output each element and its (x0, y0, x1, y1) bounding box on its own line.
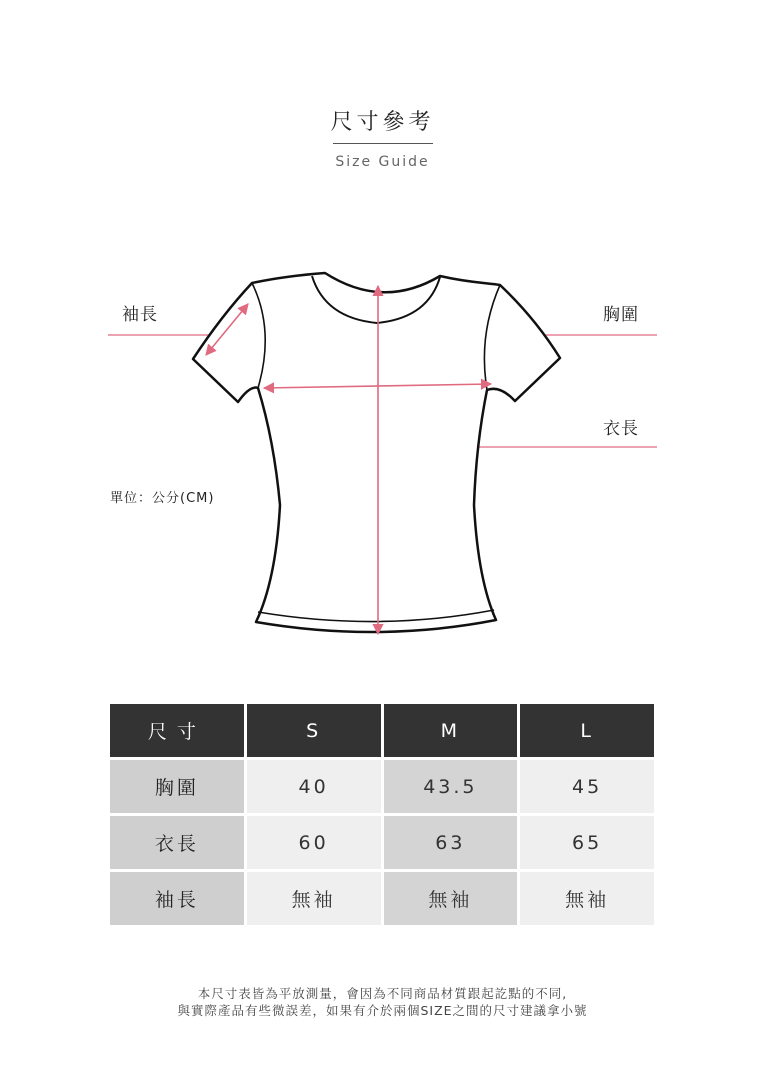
cell-chest-m: 43.5 (384, 760, 518, 813)
table-header-row (110, 704, 654, 757)
header-size: 尺寸 (110, 704, 244, 757)
header-l: L (520, 704, 654, 757)
row-label-chest: 胸圍 (110, 760, 244, 813)
row-label-sleeve: 袖長 (110, 872, 244, 925)
page-title: 尺寸參考 (330, 110, 435, 135)
table-row (110, 872, 654, 925)
body-length-label: 衣長 (603, 419, 639, 439)
row-label-length: 衣長 (110, 816, 244, 869)
table-row (110, 816, 654, 869)
footnote-line-2: 與實際產品有些微誤差，如果有介於兩個SIZE之間的尺寸建議拿小號 (177, 1003, 588, 1018)
tshirt-outline (193, 273, 560, 632)
chest-label: 胸圍 (603, 305, 639, 325)
page-subtitle: Size Guide (335, 154, 430, 170)
cell-sleeve-s: 無袖 (247, 872, 381, 925)
cell-length-s: 60 (247, 816, 381, 869)
cell-length-l: 65 (520, 816, 654, 869)
cell-chest-l: 45 (520, 760, 654, 813)
cell-length-m: 63 (384, 816, 518, 869)
table-row (110, 760, 654, 813)
cell-sleeve-m: 無袖 (384, 872, 518, 925)
sleeve-length-label: 袖長 (122, 305, 158, 325)
header-m: M (384, 704, 518, 757)
footnote-line-1: 本尺寸表皆為平放測量，會因為不同商品材質跟起訖點的不同, (197, 986, 568, 1001)
cell-sleeve-l: 無袖 (520, 872, 654, 925)
cell-chest-s: 40 (247, 760, 381, 813)
header-s: S (247, 704, 381, 757)
size-table (107, 701, 657, 928)
unit-label: 單位：公分(CM) (110, 491, 215, 506)
